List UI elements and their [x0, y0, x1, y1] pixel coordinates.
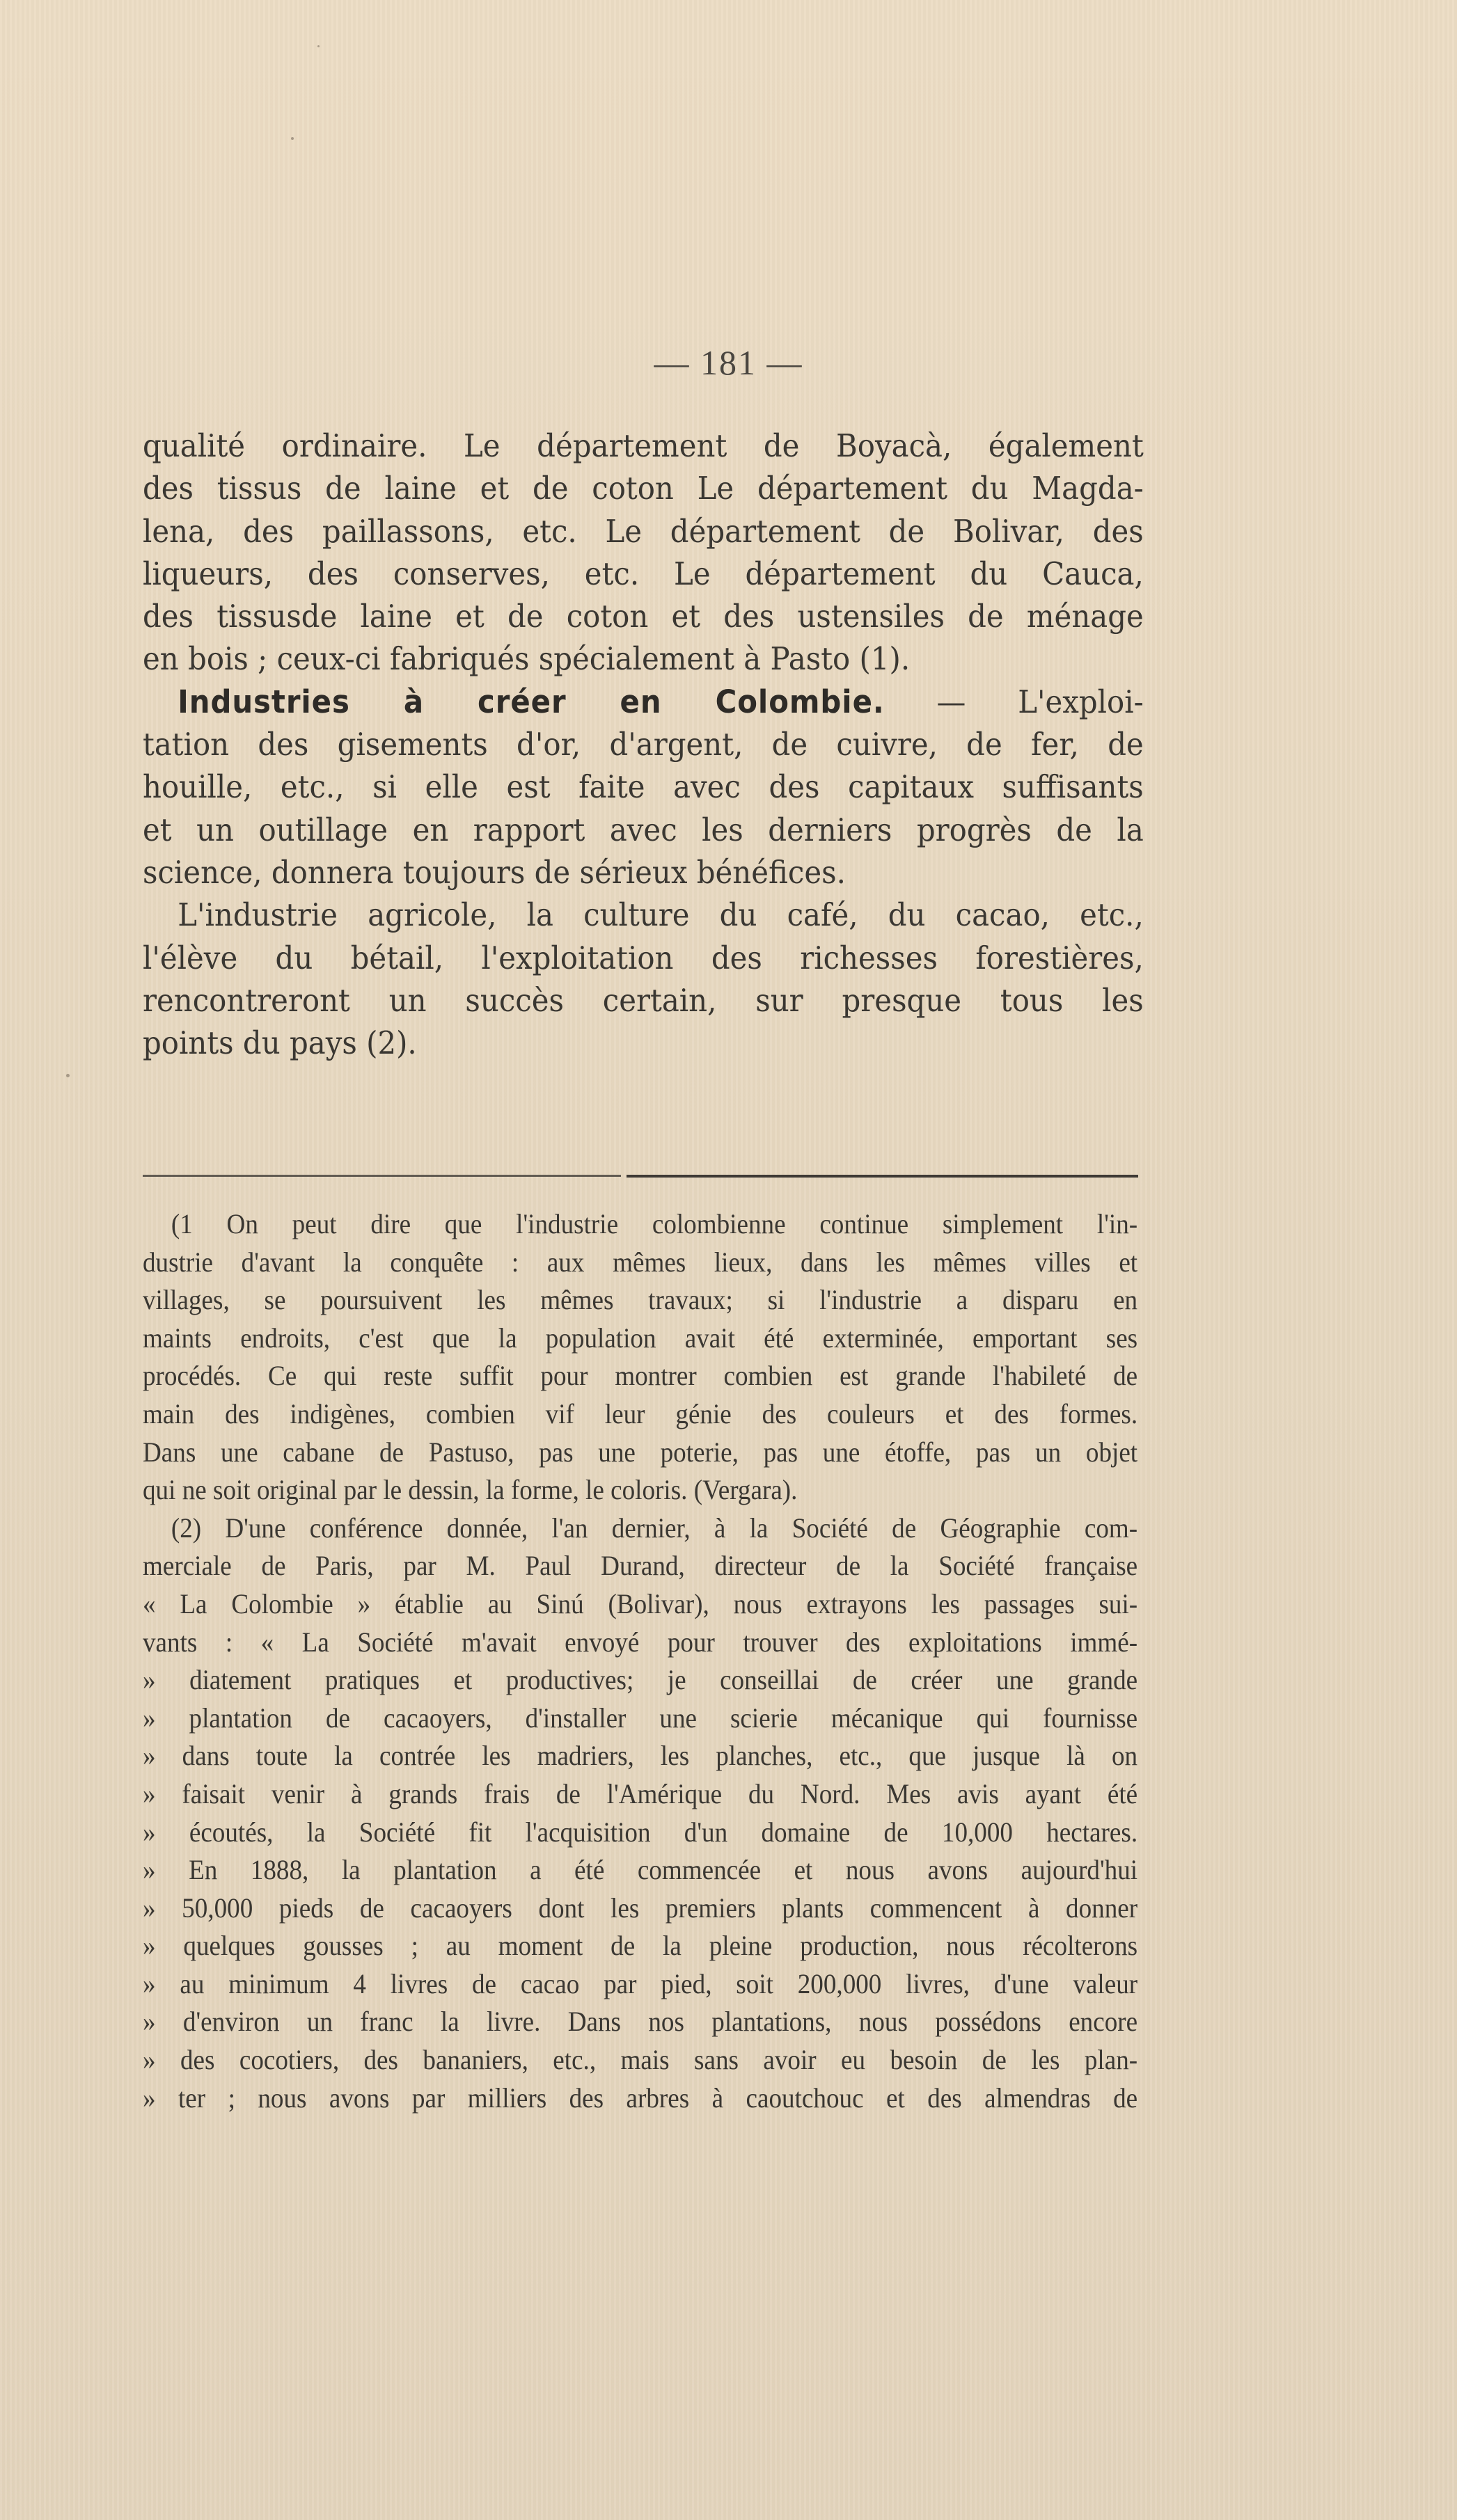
footnote-line: (2) D'une conférence donnée, l'an dernier, à la Société de Géographie com- [171, 1512, 1138, 1544]
footnote-line: » ter ; nous avons par milliers des arbres à caoutchouc et des almendras de [143, 2082, 1138, 2114]
footnote-line: dustrie d'avant la conquête : aux mêmes lieux, dans les mêmes villes et [143, 1246, 1138, 1278]
main-text [143, 425, 1144, 1064]
footnote-1 [143, 1205, 1137, 1509]
footnote-line: qui ne soit original par le dessin, la forme, le coloris. (Vergara). [143, 1474, 798, 1506]
text-line: des tissusde laine et de coton et des ustensiles de ménage [143, 598, 1144, 635]
footnote-line: maints endroits, c'est que la population avait été exterminée, emportant ses [143, 1322, 1138, 1354]
text-line: tation des gisements d'or, d'argent, de cuivre, de fer, de [143, 726, 1144, 763]
text-line: points du pays (2). [143, 1024, 417, 1062]
text-line: qualité ordinaire. Le département de Boyacà, également [143, 427, 1144, 464]
footnote-line: villages, se poursuivent les mêmes travaux; si l'industrie a disparu en [143, 1284, 1138, 1316]
text-line: rencontreront un succès certain, sur presque tous les [143, 981, 1144, 1019]
footnote-line: » dans toute la contrée les madriers, les planches, etc., que jusque là on [143, 1740, 1138, 1772]
page-number: — 181 — [654, 343, 803, 382]
section-heading-line [143, 681, 1144, 723]
footnote-line: » d'environ un franc la livre. Dans nos plantations, nous possédons encore [143, 2006, 1138, 2038]
footnote-line: » écoutés, la Société fit l'acquisition d'un domaine de 10,000 hectares. [143, 1816, 1138, 1848]
paper-speck [317, 45, 320, 47]
footnote-line: » plantation de cacaoyers, d'installer une scierie mécanique qui fournisse [143, 1702, 1138, 1734]
text-line: lena, des paillassons, etc. Le département de Bolivar, des [143, 512, 1144, 550]
text-line: l'élève du bétail, l'exploitation des richesses forestières, [143, 939, 1144, 976]
section-heading: Industries à créer en Colombie. [178, 683, 885, 720]
text-line: liqueurs, des conserves, etc. Le département du Cauca, [143, 555, 1144, 592]
text-line: et un outillage en rapport avec les derniers progrès de la [143, 811, 1144, 848]
footnote-line: » diatement pratiques et productives; je conseillai de créer une grande [143, 1664, 1138, 1696]
text-line: des tissus de laine et de coton Le département du Magda- [143, 470, 1144, 507]
footnote-separator [143, 1175, 1138, 1178]
separator-rule-left [143, 1175, 621, 1177]
section-heading-tail: — L'exploi- [884, 683, 1144, 720]
footnote-line: » au minimum 4 livres de cacao par pied, soit 200,000 livres, d'une valeur [143, 1967, 1138, 1999]
paper-speck [291, 137, 294, 140]
footnote-line: » 50,000 pieds de cacaoyers dont les premiers plants commencent à donner [143, 1892, 1138, 1924]
text-line: L'industrie agricole, la culture du café, du cacao, etc., [178, 896, 1144, 934]
text-line: houille, etc., si elle est faite avec des capitaux suffisants [143, 768, 1144, 806]
footnote-line: vants : « La Société m'avait envoyé pour trouver des exploitations immé- [143, 1626, 1138, 1658]
paper-speck [66, 1074, 70, 1077]
footnote-line: « La Colombie » établie au Sinú (Bolivar), nous extrayons les passages sui- [143, 1587, 1138, 1619]
separator-rule-right [627, 1175, 1138, 1178]
footnote-line: merciale de Paris, par M. Paul Durand, directeur de la Société française [143, 1550, 1138, 1582]
footnote-line: procédés. Ce qui reste suffit pour montrer combien est grande l'habileté de [143, 1360, 1138, 1392]
footnotes [143, 1205, 1137, 2117]
footnote-line: Dans une cabane de Pastuso, pas une poterie, pas une étoffe, pas un objet [143, 1436, 1138, 1468]
text-line: science, donnera toujours de sérieux bénéfices. [143, 853, 846, 891]
footnote-line: (1 On peut dire que l'industrie colombienne continue simplement l'in- [171, 1208, 1138, 1239]
footnote-2 [143, 1509, 1137, 2118]
text-line: en bois ; ceux-ci fabriqués spécialement à Pasto (1). [143, 640, 911, 678]
footnote-line: » faisait venir à grands frais de l'Amérique du Nord. Mes avis ayant été [143, 1777, 1138, 1809]
footnote-line: » des cocotiers, des bananiers, etc., mais sans avoir eu besoin de les plan- [143, 2044, 1138, 2076]
footnote-line: main des indigènes, combien vif leur génie des couleurs et des formes. [143, 1397, 1138, 1429]
footnote-line: » En 1888, la plantation a été commencée et nous avons aujourd'hui [143, 1854, 1138, 1886]
footnote-line: » quelques gousses ; au moment de la pleine production, nous récolterons [143, 1930, 1138, 1962]
